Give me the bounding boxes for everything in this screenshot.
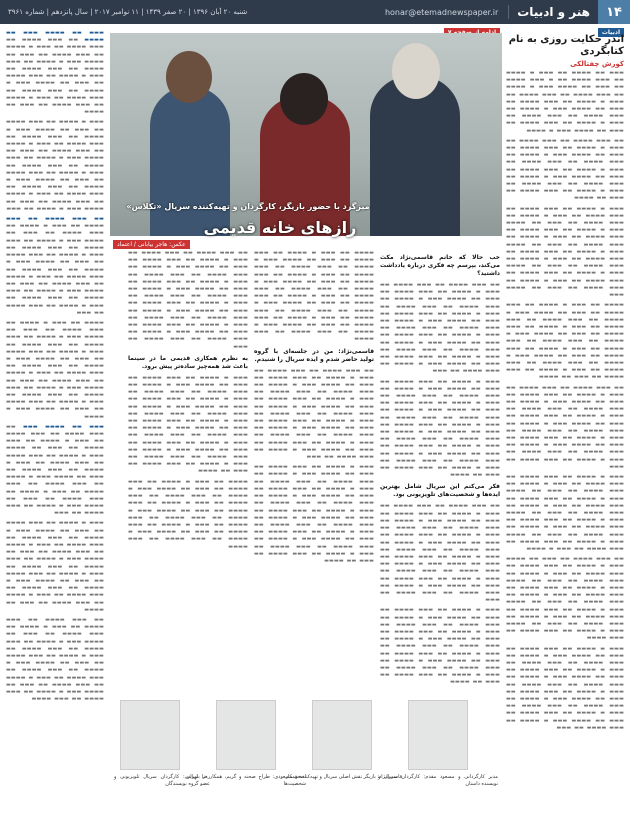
side-article-title: اندر حکایت روزی به نام کتابگردی — [508, 34, 624, 57]
side-article-body: ▬▬▬ ▬▬ ▬▬▬▬ ▬▬ ▬▬▬ ▬ ▬▬▬▬ ▬▬ ▬▬▬ ▬▬▬▬ ▬▬ ▬ ▬▬▬ ▬▬▬▬ ▬▬ ▬▬▬ ▬▬ ▬▬▬▬ ▬▬▬ ▬ ▬▬▬▬ ▬▬ ▬▬▬ ▬▬▬▬ ▬▬ ▬▬▬ ▬▬▬▬ ▬▬ ▬▬▬ ▬ ▬▬▬▬ ▬▬ ▬▬▬ ▬▬▬▬ ▬▬ ▬▬▬ ▬▬ ▬▬▬▬ ▬▬▬ ▬ ▬▬▬▬ ▬▬ ▬▬▬ ▬▬▬▬ ▬▬ ▬▬▬ ▬▬▬▬ ▬▬ ▬▬▬ ▬ ▬▬▬▬ ▬▬ ▬▬▬ ▬▬▬▬ ▬▬ ▬▬▬ ▬▬ ▬▬▬▬ ▬▬▬ ▬ ▬▬▬▬ ▬▬ ▬▬▬ ▬▬▬▬ ▬▬ ▬▬▬ ▬▬▬▬ ▬▬ ▬▬▬ ▬ ▬▬▬▬ ▬▬ ▬▬▬ ▬▬▬▬ ▬▬ ▬▬▬ ▬▬ ▬▬▬▬ ▬▬▬ ▬ ▬▬▬▬ ▬▬ ▬▬▬ ▬▬▬▬ ▬▬ ▬▬▬ ▬▬▬▬ ▬▬ ▬▬▬ ▬ ▬▬▬▬ ▬▬ ▬▬▬ ▬▬▬▬ ▬▬ ▬▬▬ ▬▬ ▬▬▬▬ ▬▬▬ ▬ ▬▬▬▬ ▬▬ ▬▬▬ ▬▬▬▬ ▬▬ ▬▬▬ ▬▬▬▬ ▬▬ ▬▬▬ ▬ ▬▬▬▬ ▬▬ ▬▬▬ ▬▬▬▬ ▬▬ ▬▬▬ ▬▬ ▬▬▬▬ ▬▬▬ ▬ ▬▬▬▬ ▬▬ ▬▬▬ ▬▬▬▬ ▬▬ ▬▬▬ ▬▬▬▬ ▬▬ ▬▬▬ ▬ ▬▬▬▬ ▬▬ ▬▬▬ ▬▬▬▬ ▬▬ ▬▬▬ ▬▬ ▬▬▬▬ ▬▬▬ ▬ ▬▬▬▬ ▬▬ ▬▬▬ ▬▬▬▬ ▬▬ ▬▬▬ ▬▬▬▬ ▬▬ ▬▬▬ ▬ ▬▬▬▬ ▬▬ ▬▬▬ ▬▬▬▬ ▬▬ ▬▬▬ ▬▬ ▬▬▬▬ ▬▬▬ ▬ ▬▬▬▬ ▬▬ ▬▬▬ ▬▬▬▬ ▬▬ ▬▬▬ ▬▬▬▬ ▬▬ ▬▬▬ ▬ ▬▬▬▬ ▬▬ ▬▬▬ ▬▬▬▬ ▬▬ ▬▬▬ ▬▬ ▬▬▬▬ ▬▬▬ ▬ ▬▬▬▬ ▬▬ ▬▬▬ ▬▬▬▬ ▬▬ ▬▬▬ ▬▬▬▬ ▬▬ ▬▬▬ ▬ ▬▬▬▬ ▬▬ ▬▬▬ ▬▬▬▬ ▬▬ ▬▬▬ ▬▬ ▬▬▬▬ ▬▬▬ ▬▬▬▬ ▬▬ ▬▬▬ ▬ ▬▬▬▬ ▬▬ ▬▬▬ ▬▬▬▬ ▬▬ ▬▬▬ ▬▬ ▬▬▬▬ ▬▬▬ ▬ ▬▬▬▬ ▬▬ ▬▬▬ ▬▬▬▬ ▬▬ ▬▬▬ ▬▬▬▬ ▬▬ ▬▬▬ ▬ ▬▬▬▬ ▬▬ ▬▬▬ ▬▬▬▬ ▬▬ ▬▬▬ ▬▬ ▬▬▬▬ ▬▬▬ ▬ ▬▬▬▬ ▬▬ ▬▬▬ ▬▬▬▬ ▬▬ ▬▬▬ ▬▬▬▬ ▬▬ ▬▬▬ ▬ ▬▬▬▬ ▬▬ ▬▬▬ ▬▬▬▬ ▬▬ ▬▬▬ ▬▬ ▬▬▬▬ ▬▬▬ ▬ ▬▬▬▬ ▬▬ ▬▬▬ ▬▬▬▬ ▬▬ ▬▬▬ ▬▬▬▬ ▬▬ ▬▬▬ ▬ ▬▬▬▬ ▬▬ ▬▬▬ ▬▬▬▬ ▬▬ ▬▬▬ ▬▬ ▬▬▬▬ ▬▬ ▬▬▬ ▬▬▬▬ ▬▬ ▬▬▬ ▬▬▬▬ ▬▬ ▬▬▬ ▬ ▬▬▬▬ ▬▬ ▬▬▬ ▬▬▬▬ ▬▬ ▬▬▬ ▬▬ ▬▬▬▬ ▬▬▬ ▬ ▬▬▬▬ ▬▬ ▬▬▬ ▬▬▬▬ ▬▬ ▬▬▬ ▬▬▬▬ ▬▬ ▬▬▬ ▬ ▬▬▬▬ ▬▬ ▬▬▬ ▬▬▬▬ ▬▬ ▬▬▬ ▬▬ ▬▬▬▬ ▬▬▬ ▬ ▬▬▬▬ ▬▬ ▬▬▬ ▬▬▬▬ ▬▬ ▬▬▬ ▬▬▬▬ ▬▬ ▬▬▬ ▬ ▬▬▬▬ ▬▬ ▬▬▬ ▬▬▬▬ ▬▬ ▬▬▬ ▬▬ ▬▬▬▬ ▬▬▬ ▬ ▬▬▬▬ ▬▬ ▬▬▬ ▬▬▬▬ ▬▬ ▬▬▬ ▬▬▬▬ ▬▬ ▬▬▬ ▬ ▬▬▬▬ ▬▬ ▬▬▬ ▬▬▬▬ ▬▬ ▬▬▬ ▬▬▬ ▬ ▬▬▬▬ ▬▬ ▬▬▬ ▬▬▬▬ ▬▬ ▬▬▬ ▬▬▬▬ ▬▬ ▬▬▬ ▬ ▬▬▬▬ ▬▬ ▬▬▬ ▬▬▬▬ ▬▬ ▬▬▬ ▬▬ ▬▬▬▬ ▬▬▬ ▬ ▬▬▬▬ ▬▬ ▬▬▬ ▬▬▬▬ ▬▬ ▬▬▬ ▬▬▬▬ ▬▬ ▬▬▬ ▬ ▬▬▬▬ ▬▬ ▬▬▬ ▬▬▬▬ ▬▬ ▬▬▬ ▬▬ ▬▬▬▬ ▬▬▬ ▬ ▬▬▬▬ ▬▬ ▬▬▬ ▬▬▬▬ ▬▬ ▬▬▬ ▬▬▬▬ ▬▬ ▬▬▬ ▬ ▬▬▬▬ ▬▬ ▬▬▬ ▬▬▬▬ ▬▬ ▬▬▬ ▬▬ ▬▬▬▬ ▬▬▬ ▬ ▬▬▬▬ ▬▬ ▬▬▬ ▬▬▬▬ ▬▬ ▬▬▬ ▬▬▬▬ ▬▬ ▬▬▬ ▬ ▬▬▬▬ ▬▬ ▬▬▬ ▬▬▬▬ ▬▬ ▬▬▬ ▬▬ ▬▬▬▬ ▬▬▬ ▬ ▬▬▬▬ ▬▬ ▬▬▬ ▬▬▬▬ ▬▬ ▬▬▬ ▬▬▬▬ ▬▬ ▬▬▬ ▬ ▬▬▬▬ ▬▬ ▬▬▬ ▬▬▬▬ ▬▬ ▬▬▬ ▬▬ ▬▬▬▬ ▬▬▬ ▬ ▬▬▬▬ ▬▬ ▬▬▬ ▬▬▬▬ ▬▬ ▬▬▬ ▬▬▬▬ ▬▬ ▬▬▬ ▬ ▬▬▬▬ ▬▬ ▬▬▬ ▬▬▬▬ ▬▬ ▬▬▬ ▬▬ ▬▬▬▬ ▬▬▬ ▬ ▬▬▬▬ ▬▬ ▬▬▬ ▬▬▬▬ ▬▬ ▬▬▬ ▬▬▬▬ ▬▬ ▬▬▬ ▬ ▬▬▬▬ ▬▬ ▬▬▬ ▬▬▬▬ ▬▬ ▬▬▬ ▬▬ ▬▬▬▬ ▬▬▬ ▬ ▬▬▬▬ ▬▬ ▬▬▬ ▬▬▬▬ ▬▬ ▬▬▬ ▬▬▬▬ ▬▬▬ ▬ ▬▬▬▬ ▬▬ ▬▬▬ ▬▬▬▬ ▬▬ ▬▬▬ ▬▬ ▬▬▬▬ ▬▬▬ ▬ ▬▬▬▬ ▬▬ ▬▬▬ ▬▬▬▬ ▬▬ ▬▬▬ ▬▬▬▬ ▬▬ ▬▬▬ ▬ ▬▬▬▬ ▬▬ ▬▬▬ ▬▬▬▬ ▬▬ ▬▬▬ ▬▬ ▬▬▬▬ ▬▬▬ ▬ ▬▬▬▬ ▬▬ ▬▬▬ ▬▬▬▬ ▬▬ ▬▬▬ ▬▬▬▬ ▬▬ ▬▬▬ ▬ ▬▬▬▬ ▬▬ ▬▬▬ ▬▬▬▬ ▬▬ ▬▬▬ ▬▬ ▬▬▬▬ ▬▬▬ ▬ ▬▬▬▬ ▬▬ ▬▬▬ ▬▬▬▬ ▬▬ ▬▬▬ ▬▬▬▬ ▬▬ ▬▬▬ ▬ ▬▬▬▬ ▬▬ ▬▬▬ ▬▬▬▬ ▬▬ ▬▬▬ ▬▬ ▬▬▬▬ ▬▬▬ ▬ ▬▬▬▬ ▬▬ ▬▬▬ ▬▬▬▬ ▬▬ ▬▬▬ — [506, 70, 624, 731]
thumb-caption-4: رضا تهرانی: کارگردان سریال تلویزیونی و عضو گروه نویسندگان — [114, 774, 210, 787]
page-number: ۱۴ — [598, 0, 630, 24]
thumb-caption-1: مدیر کارگردانی و مسعود مقدم: کارگردان سریال و نویسنده داستان — [378, 774, 498, 787]
person-left — [150, 86, 230, 236]
thumb-photo-3 — [216, 700, 276, 770]
photo-credit: عکس: هاجر بیابانی / اعتماد — [113, 240, 190, 249]
section-email: honar@etemadnewspaper.ir — [384, 7, 499, 17]
section-title: هنر و ادبیات — [508, 5, 598, 19]
side-article-heading — [506, 34, 624, 68]
page-header — [0, 0, 630, 24]
thumb-caption-3: اصغر مسعودی: طراح صحنه و گریم، همکار در بازیابی شخصیت‌ها — [186, 774, 306, 787]
thumb-photo-2 — [312, 700, 372, 770]
quote-3: قاسمی‌نژاد: من در جلسه‌ای با گروه تولید حاضر شدم و ایده سریال را شنیدم. — [254, 347, 374, 363]
thumb-photo-4 — [120, 700, 180, 770]
photo-title: رازهای خانه قدیمی — [203, 218, 357, 237]
category-tag: ادبیات — [598, 28, 624, 37]
thumb-photo-1 — [408, 700, 468, 770]
person-middle-head — [280, 73, 328, 125]
thumbnail-strip — [110, 700, 502, 815]
main-column-3: ▬▬ ▬▬▬ ▬▬▬▬ ▬▬ ▬▬▬ ▬▬▬▬ ▬▬ ▬▬▬ ▬ ▬▬▬▬ ▬▬ ▬▬▬ ▬▬▬▬ ▬▬ ▬▬▬ ▬▬ ▬▬▬▬ ▬▬▬ ▬ ▬▬▬▬ ▬▬ ▬▬▬ ▬▬▬▬ ▬▬ ▬▬▬ ▬▬▬▬ ▬▬ ▬▬▬ ▬ ▬▬▬▬ ▬▬ ▬▬▬ ▬▬▬▬ ▬▬ ▬▬▬ ▬▬ ▬▬▬▬ ▬▬▬ ▬ ▬▬▬▬ ▬▬ ▬▬▬ ▬▬▬▬ ▬▬ ▬▬▬ ▬▬▬▬ ▬▬ ▬▬▬ ▬ ▬▬▬▬ ▬▬ ▬▬▬ ▬▬▬▬ ▬▬ ▬▬▬ ▬▬ ▬▬▬▬ ▬▬▬ ▬ ▬▬▬▬ ▬▬ ▬▬▬ ▬▬▬▬ ▬▬ ▬▬▬ ▬▬▬▬ ▬▬ ▬▬▬ ▬ ▬▬▬▬ ▬▬ ▬▬▬ ▬▬▬▬ ▬▬ ▬▬▬ ▬▬ ▬▬▬▬ ▬▬▬ ▬ ▬▬▬▬ ▬▬ ▬▬▬ ▬▬▬▬ ▬▬ ▬▬▬ ▬▬▬▬ ▬▬ ▬▬▬ به نظرم همکاری قدیمی ما در سینما باعث شد همه‌چیز ساده‌تر پیش برود. ▬▬▬ ▬ ▬▬▬▬ ▬▬ ▬▬▬ ▬▬▬▬ ▬▬ ▬▬▬ ▬▬ ▬▬▬▬ ▬▬▬ ▬ ▬▬▬▬ ▬▬ ▬▬▬ ▬▬▬▬ ▬▬ ▬▬▬ ▬▬▬▬ ▬▬ ▬▬▬ ▬ ▬▬▬▬ ▬▬ ▬▬▬ ▬▬▬▬ ▬▬ ▬▬▬ ▬▬ ▬▬▬▬ ▬▬▬ ▬ ▬▬▬▬ ▬▬ ▬▬▬ ▬▬▬▬ ▬▬ ▬▬▬ ▬▬▬▬ ▬▬ ▬▬▬ ▬ ▬▬▬▬ ▬▬ ▬▬▬ ▬▬▬▬ ▬▬ ▬▬▬ ▬▬ ▬▬▬▬ ▬▬▬ ▬ ▬▬▬▬ ▬▬ ▬▬▬ ▬▬▬▬ ▬▬ ▬▬▬ ▬▬▬▬ ▬▬ ▬▬▬ ▬ ▬▬▬▬ ▬▬ ▬▬▬ ▬▬▬▬ ▬▬ ▬▬▬ ▬▬ ▬▬▬▬ ▬▬▬ ▬ ▬▬▬▬ ▬▬ ▬▬▬ ▬▬▬▬ ▬▬ ▬▬▬ ▬▬▬▬ ▬▬ ▬▬▬ ▬ ▬▬▬▬ ▬▬ ▬▬▬ ▬▬▬▬ ▬▬ ▬▬▬ ▬▬ ▬▬▬▬ ▬▬▬▬ ▬▬ ▬▬▬ ▬ ▬▬▬▬ ▬▬ ▬▬▬ ▬▬▬▬ ▬▬ ▬▬▬ ▬▬ ▬▬▬▬ ▬▬▬ ▬ ▬▬▬▬ ▬▬ ▬▬▬ ▬▬▬▬ ▬▬ ▬▬▬ ▬▬▬▬ ▬▬ ▬▬▬ ▬ ▬▬▬▬ ▬▬ ▬▬▬ ▬▬▬▬ ▬▬ ▬▬▬ ▬▬ ▬▬▬▬ ▬▬▬ ▬ ▬▬▬▬ ▬▬ ▬▬▬ ▬▬▬▬ ▬▬ ▬▬▬ ▬▬▬▬ ▬▬ ▬▬▬ ▬ ▬▬▬▬ ▬▬ ▬▬▬ ▬▬▬▬ ▬▬ ▬▬▬ ▬▬ ▬▬▬▬ ▬▬▬ ▬ ▬▬▬▬ ▬▬ ▬▬▬ ▬▬▬▬ ▬▬ ▬▬▬ ▬▬▬▬ — [128, 250, 248, 550]
person-right-head — [392, 43, 440, 99]
dateline: شنبه ۲۰ آبان ۱۳۹۶ | ۲۰ صفر ۱۴۳۹ | ۱۱ نوامبر ۲۰۱۷ | سال پانزدهم | شماره ۳۹۶۱ — [8, 8, 248, 16]
person-left-head — [166, 51, 212, 103]
left-column: ▬▬▬ ▬▬ ▬▬▬▬ ▬▬▬ ▬▬ ▬▬▬▬ ▬▬ ▬▬▬ ▬▬▬▬ ▬▬ ▬▬▬ ▬▬▬▬ ▬▬ ▬▬▬ ▬ ▬▬▬▬ ▬▬ ▬▬▬ ▬▬▬▬ ▬▬ ▬▬▬ ▬▬ ▬▬▬▬ ▬▬▬ ▬ ▬▬▬▬ ▬▬ ▬▬▬ ▬▬▬▬ ▬▬ ▬▬▬ ▬▬▬▬ ▬▬ ▬▬▬ ▬ ▬▬▬▬ ▬▬ ▬▬▬ ▬▬▬▬ ▬▬ ▬▬▬ ▬▬ ▬▬▬▬ ▬▬▬ ▬ ▬▬▬▬ ▬▬ ▬▬▬ ▬▬▬▬ ▬▬ ▬▬▬ ▬▬▬▬ ▬▬ ▬▬▬ ▬ ▬▬▬▬ ▬▬ ▬▬▬ ▬▬▬▬ ▬▬ ▬▬▬ ▬▬ ▬▬▬▬ ▬▬▬ ▬ ▬▬▬▬ ▬▬ ▬▬▬ ▬▬▬▬ ▬▬ ▬▬▬ ▬▬ ▬▬▬▬ ▬▬▬ ▬ ▬▬▬▬ ▬▬ ▬▬▬ ▬▬▬▬ ▬▬ ▬▬▬ ▬▬▬▬ ▬▬ ▬▬▬ ▬ ▬▬▬▬ ▬▬ ▬▬▬ ▬▬▬▬ ▬▬ ▬▬▬ ▬▬ ▬▬▬▬ ▬▬▬ ▬ ▬▬▬▬ ▬▬ ▬▬▬ ▬▬▬▬ ▬▬ ▬▬▬ ▬▬▬▬ ▬▬ ▬▬▬ ▬ ▬▬▬▬ ▬▬ ▬▬▬ ▬▬▬▬ ▬▬ ▬▬▬ ▬▬ ▬▬▬▬ ▬▬▬ ▬ ▬▬▬▬ ▬▬ ▬▬▬ ▬▬▬▬ ▬▬ ▬▬▬ ▬▬▬▬ ▬▬ ▬▬▬ ▬ ▬▬▬▬ ▬▬ ▬▬▬ ▬▬▬▬ ▬▬ ▬▬▬ ▬▬ ▬▬▬▬ ▬▬▬ ▬ ▬▬▬▬ ▬▬ ▬▬▬ ▬▬ ▬▬▬ ▬▬▬▬ ▬▬ ▬▬▬ ▬▬▬▬ ▬▬ ▬▬▬ ▬ ▬▬▬▬ ▬▬ ▬▬▬ ▬▬▬▬ ▬▬ ▬▬▬ ▬▬ ▬▬▬▬ ▬▬▬ ▬ ▬▬▬▬ ▬▬ ▬▬▬ ▬▬▬▬ ▬▬ ▬▬▬ ▬▬▬▬ ▬▬ ▬▬▬ ▬ ▬▬▬▬ ▬▬ ▬▬▬ ▬▬▬▬ ▬▬ ▬▬▬ ▬▬ ▬▬▬▬ ▬▬▬ ▬ ▬▬▬▬ ▬▬ ▬▬▬ ▬▬▬▬ ▬▬ ▬▬▬ ▬▬▬▬ ▬▬ ▬▬▬ ▬ ▬▬▬▬ ▬▬ ▬▬▬ ▬▬▬▬ ▬▬ ▬▬▬ ▬▬ ▬▬▬▬ ▬▬▬ ▬ ▬▬▬▬ ▬▬ ▬▬▬ ▬▬▬▬ ▬▬ ▬▬▬ ▬▬▬▬ ▬▬ ▬▬▬ ▬ ▬▬▬▬ ▬▬ ▬▬▬ ▬▬▬▬ ▬▬ ▬▬▬ ▬▬▬▬ ▬▬ ▬▬▬ ▬ ▬▬▬▬ ▬▬ ▬▬▬ ▬▬▬▬ ▬▬ ▬▬▬ ▬▬ ▬▬▬▬ ▬▬▬ ▬ ▬▬▬▬ ▬▬ ▬▬▬ ▬▬▬▬ ▬▬ ▬▬▬ ▬▬▬▬ ▬▬ ▬▬▬ ▬ ▬▬▬▬ ▬▬ ▬▬▬ ▬▬▬▬ ▬▬ ▬▬▬ ▬▬ ▬▬▬▬ ▬▬▬ ▬ ▬▬▬▬ ▬▬ ▬▬▬ ▬▬▬▬ ▬▬ ▬▬▬ ▬▬▬▬ ▬▬ ▬▬▬ ▬ ▬▬▬▬ ▬▬ ▬▬▬ ▬▬▬▬ ▬▬ ▬▬▬ ▬▬ ▬▬▬▬ ▬▬▬ ▬ ▬▬▬▬ ▬▬ ▬▬▬ ▬▬▬▬ ▬▬ ▬▬▬ ▬▬▬▬ ▬▬ ▬▬▬ ▬ ▬▬▬▬ ▬▬ ▬▬▬ ▬▬▬▬ ▬▬ ▬▬▬ ▬▬ ▬▬▬▬ ▬▬▬ ▬ ▬▬▬▬ ▬▬▬ ▬▬ ▬▬▬▬ ▬▬▬ ▬▬ ▬▬▬ ▬▬▬▬ ▬▬ ▬▬▬ ▬▬▬▬ ▬▬ ▬▬▬ ▬ ▬▬▬▬ ▬▬ ▬▬▬ ▬▬▬▬ ▬▬ ▬▬▬ ▬▬ ▬▬▬▬ ▬▬▬ ▬ ▬▬▬▬ ▬▬ ▬▬▬ ▬▬▬▬ ▬▬ ▬▬▬ ▬▬▬▬ ▬▬ ▬▬▬ ▬ ▬▬▬▬ ▬▬ ▬▬▬ ▬▬▬▬ ▬▬ ▬▬▬ ▬▬ ▬▬▬▬ ▬▬▬ ▬ ▬▬▬▬ ▬▬ ▬▬▬ ▬▬▬▬ ▬▬ ▬▬▬ ▬▬▬▬ ▬▬ ▬▬▬ ▬ ▬▬▬▬ ▬▬ ▬▬▬ ▬▬▬▬ ▬▬ ▬▬▬ ▬▬ ▬▬▬▬ ▬▬▬ ▬ ▬▬▬▬ ▬▬ ▬▬▬ ▬▬▬▬ ▬▬ ▬▬▬ ▬▬▬ ▬ ▬▬▬▬ ▬▬ ▬▬▬ ▬▬▬▬ ▬▬ ▬▬▬ ▬▬ ▬▬▬▬ ▬▬▬ ▬ ▬▬▬▬ ▬▬ ▬▬▬ ▬▬▬▬ ▬▬ ▬▬▬ ▬▬▬▬ ▬▬ ▬▬▬ ▬ ▬▬▬▬ ▬▬ ▬▬▬ ▬▬▬▬ ▬▬ ▬▬▬ ▬▬ ▬▬▬▬ ▬▬▬ ▬ ▬▬▬▬ ▬▬ ▬▬▬ ▬▬▬▬ ▬▬ ▬▬▬ ▬▬▬▬ ▬▬ ▬▬▬ ▬ ▬▬▬▬ ▬▬ ▬▬▬ ▬▬▬▬ ▬▬ ▬▬▬ ▬▬ ▬▬▬▬ ▬▬▬ ▬ ▬▬▬▬ ▬▬ ▬▬▬ ▬▬▬▬ ▬▬ ▬▬▬ ▬▬▬▬ ▬▬ ▬▬▬ ▬ ▬▬▬▬ ▬▬ ▬▬▬ ▬▬▬▬ ▬▬ ▬▬▬ ▬▬ ▬▬▬▬ ▬▬ ▬▬▬ ▬▬▬▬ ▬▬ ▬▬▬ ▬▬▬▬ ▬▬ ▬▬▬ ▬ ▬▬▬▬ ▬▬ ▬▬▬ ▬▬▬▬ ▬▬ ▬▬▬ ▬▬ ▬▬▬▬ ▬▬▬ ▬ ▬▬▬▬ ▬▬ ▬▬▬ ▬▬▬▬ ▬▬ ▬▬▬ ▬▬▬▬ ▬▬ ▬▬▬ ▬ ▬▬▬▬ ▬▬ ▬▬▬ ▬▬▬▬ ▬▬ ▬▬▬ ▬▬ ▬▬▬▬ ▬▬▬ ▬ ▬▬▬▬ ▬▬ ▬▬▬ ▬▬▬▬ ▬▬ ▬▬▬ ▬▬▬▬ ▬▬ ▬▬▬ ▬ ▬▬▬▬ ▬▬ ▬▬▬ ▬▬▬▬ ▬▬ ▬▬▬ ▬▬ ▬▬▬▬ ▬▬▬ ▬ ▬▬▬▬ ▬▬ ▬▬▬ ▬▬▬▬ ▬▬ ▬▬▬ ▬▬▬▬ — [6, 30, 104, 703]
thumb-caption-2: قاسمی‌نژاد: بازیگر نقش اصلی سریال و تهیه‌کننده همکار — [285, 774, 402, 780]
main-column-1: خب حالا که خانم قاسمی‌نژاد مکث می‌کند، بپرسم چه فکری درباره یادداشت داشتید؟ ▬▬ ▬▬▬ ▬▬▬▬ ▬▬ ▬▬▬ ▬▬▬▬ ▬▬ ▬▬▬ ▬ ▬▬▬▬ ▬▬ ▬▬▬ ▬▬▬▬ ▬▬ ▬▬▬ ▬▬ ▬▬▬▬ ▬▬▬ ▬ ▬▬▬▬ ▬▬ ▬▬▬ ▬▬▬▬ ▬▬ ▬▬▬ ▬▬▬▬ ▬▬ ▬▬▬ ▬ ▬▬▬▬ ▬▬ ▬▬▬ ▬▬▬▬ ▬▬ ▬▬▬ ▬▬ ▬▬▬▬ ▬▬▬ ▬ ▬▬▬▬ ▬▬ ▬▬▬ ▬▬▬▬ ▬▬ ▬▬▬ ▬▬▬▬ ▬▬ ▬▬▬ ▬ ▬▬▬▬ ▬▬ ▬▬▬ ▬▬▬▬ ▬▬ ▬▬▬ ▬▬ ▬▬▬▬ ▬▬▬ ▬ ▬▬▬▬ ▬▬ ▬▬▬ ▬▬▬▬ ▬▬ ▬▬▬ ▬▬▬▬ ▬▬ ▬▬▬ ▬ ▬▬▬▬ ▬▬ ▬▬▬ ▬▬▬▬ ▬▬ ▬▬▬ ▬▬ ▬▬▬▬ ▬▬▬ ▬ ▬▬▬▬ ▬▬ ▬▬▬ ▬▬▬▬ ▬▬ ▬▬▬ ▬▬▬ ▬ ▬▬▬▬ ▬▬ ▬▬▬ ▬▬▬▬ ▬▬ ▬▬▬ ▬▬ ▬▬▬▬ ▬▬▬ ▬ ▬▬▬▬ ▬▬ ▬▬▬ ▬▬▬▬ ▬▬ ▬▬▬ ▬▬▬▬ ▬▬ ▬▬▬ ▬ ▬▬▬▬ ▬▬ ▬▬▬ ▬▬▬▬ ▬▬ ▬▬▬ ▬▬ ▬▬▬▬ ▬▬▬ ▬ ▬▬▬▬ ▬▬ ▬▬▬ ▬▬▬▬ ▬▬ ▬▬▬ ▬▬▬▬ ▬▬ ▬▬▬ ▬ ▬▬▬▬ ▬▬ ▬▬▬ ▬▬▬▬ ▬▬ ▬▬▬ ▬▬ ▬▬▬▬ ▬▬▬ ▬ ▬▬▬▬ ▬▬ ▬▬▬ ▬▬▬▬ ▬▬ ▬▬▬ ▬▬▬▬ ▬▬ ▬▬▬ ▬ ▬▬▬▬ ▬▬ ▬▬▬ ▬▬▬▬ ▬▬ ▬▬▬ ▬▬ ▬▬▬▬ ▬▬▬ ▬ ▬▬▬▬ ▬▬ ▬▬▬ ▬▬▬▬ ▬▬ ▬▬▬ ▬▬▬▬ ▬▬ ▬▬▬ ▬ ▬▬▬▬ ▬▬ ▬▬▬ ▬▬▬▬ ▬▬ ▬▬▬ ▬▬ ▬▬▬▬ فکر می‌کنم این سریال شامل بهترین ایده‌ها و شخصیت‌های تلویزیونی بود. ▬▬ ▬▬▬ ▬▬▬▬ ▬▬ ▬▬▬ ▬▬▬▬ ▬▬ ▬▬▬ ▬ ▬▬▬▬ ▬▬ ▬▬▬ ▬▬▬▬ ▬▬ ▬▬▬ ▬▬ ▬▬▬▬ ▬▬▬ ▬ ▬▬▬▬ ▬▬ ▬▬▬ ▬▬▬▬ ▬▬ ▬▬▬ ▬▬▬▬ ▬▬ ▬▬▬ ▬ ▬▬▬▬ ▬▬ ▬▬▬ ▬▬▬▬ ▬▬ ▬▬▬ ▬▬ ▬▬▬▬ ▬▬▬ ▬ ▬▬▬▬ ▬▬ ▬▬▬ ▬▬▬▬ ▬▬ ▬▬▬ ▬▬▬▬ ▬▬ ▬▬▬ ▬ ▬▬▬▬ ▬▬ ▬▬▬ ▬▬▬▬ ▬▬ ▬▬▬ ▬▬ ▬▬▬▬ ▬▬▬ ▬ ▬▬▬▬ ▬▬ ▬▬▬ ▬▬▬▬ ▬▬ ▬▬▬ ▬▬▬▬ ▬▬ ▬▬▬ ▬ ▬▬▬▬ ▬▬ ▬▬▬ ▬▬▬▬ ▬▬ ▬▬▬ ▬▬ ▬▬▬▬ ▬▬▬ ▬ ▬▬▬▬ ▬▬ ▬▬▬ ▬▬▬▬ ▬▬ ▬▬▬ ▬▬▬▬ ▬▬ ▬▬▬ ▬▬▬ ▬ ▬▬▬▬ ▬▬ ▬▬▬ ▬▬▬▬ ▬▬ ▬▬▬ ▬▬ ▬▬▬▬ ▬▬▬ ▬ ▬▬▬▬ ▬▬ ▬▬▬ ▬▬▬▬ ▬▬ ▬▬▬ ▬▬▬▬ ▬▬ ▬▬▬ ▬ ▬▬▬▬ ▬▬ ▬▬▬ ▬▬▬▬ ▬▬ ▬▬▬ ▬▬ ▬▬▬▬ ▬▬▬ ▬ ▬▬▬▬ ▬▬ ▬▬▬ ▬▬▬▬ ▬▬ ▬▬▬ ▬▬▬▬ ▬▬ ▬▬▬ ▬ ▬▬▬▬ ▬▬ ▬▬▬ ▬▬▬▬ ▬▬ ▬▬▬ ▬▬ ▬▬▬▬ ▬▬▬ ▬ ▬▬▬▬ ▬▬ ▬▬▬ ▬▬▬▬ ▬▬ ▬▬▬ ▬▬▬▬ ▬▬ ▬▬▬ ▬ ▬▬▬▬ ▬▬ ▬▬▬ ▬▬▬▬ ▬▬ ▬▬▬ ▬▬ ▬▬▬▬ — [380, 254, 500, 686]
side-article-byline: کورش چفتالکی — [570, 60, 624, 68]
quote-1: خب حالا که خانم قاسمی‌نژاد مکث می‌کند، بپرسم چه فکری درباره یادداشت داشتید؟ — [380, 254, 500, 277]
quote-4: به نظرم همکاری قدیمی ما در سینما باعث شد همه‌چیز ساده‌تر پیش برود. — [128, 354, 248, 370]
quote-2: فکر می‌کنم این سریال شامل بهترین ایده‌ها و شخصیت‌های تلویزیونی بود. — [380, 483, 500, 499]
photo-caption: میزگرد با حضور بازیگر، کارگردان و تهیه‌کننده سریال «تکلاس» — [126, 202, 370, 211]
person-right — [370, 76, 460, 236]
main-column-2: ▬▬▬▬ ▬▬ ▬▬▬ ▬ ▬▬▬▬ ▬▬ ▬▬▬ ▬▬▬▬ ▬▬ ▬▬▬ ▬▬ ▬▬▬▬ ▬▬▬ ▬ ▬▬▬▬ ▬▬ ▬▬▬ ▬▬▬▬ ▬▬ ▬▬▬ ▬▬▬▬ ▬▬ ▬▬▬ ▬ ▬▬▬▬ ▬▬ ▬▬▬ ▬▬▬▬ ▬▬ ▬▬▬ ▬▬ ▬▬▬▬ ▬▬▬ ▬ ▬▬▬▬ ▬▬ ▬▬▬ ▬▬▬▬ ▬▬ ▬▬▬ ▬▬▬▬ ▬▬ ▬▬▬ ▬ ▬▬▬▬ ▬▬ ▬▬▬ ▬▬▬▬ ▬▬ ▬▬▬ ▬▬ ▬▬▬▬ ▬▬▬ ▬ ▬▬▬▬ ▬▬ ▬▬▬ ▬▬▬▬ ▬▬ ▬▬▬ ▬▬▬▬ ▬▬ ▬▬▬ ▬ ▬▬▬▬ ▬▬ ▬▬▬ ▬▬▬▬ ▬▬ ▬▬▬ ▬▬ ▬▬▬▬ ▬▬▬ ▬ ▬▬▬▬ ▬▬ ▬▬▬ ▬▬▬▬ ▬▬ ▬▬▬ ▬▬▬▬ قاسمی‌نژاد: من در جلسه‌ای با گروه تولید حاضر شدم و ایده سریال را شنیدم. ▬▬ ▬▬▬ ▬▬▬▬ ▬▬ ▬▬▬ ▬▬▬▬ ▬▬ ▬▬▬ ▬ ▬▬▬▬ ▬▬ ▬▬▬ ▬▬▬▬ ▬▬ ▬▬▬ ▬▬ ▬▬▬▬ ▬▬▬ ▬ ▬▬▬▬ ▬▬ ▬▬▬ ▬▬▬▬ ▬▬ ▬▬▬ ▬▬▬▬ ▬▬ ▬▬▬ ▬ ▬▬▬▬ ▬▬ ▬▬▬ ▬▬▬▬ ▬▬ ▬▬▬ ▬▬ ▬▬▬▬ ▬▬▬ ▬ ▬▬▬▬ ▬▬ ▬▬▬ ▬▬▬▬ ▬▬ ▬▬▬ ▬▬▬▬ ▬▬ ▬▬▬ ▬ ▬▬▬▬ ▬▬ ▬▬▬ ▬▬▬▬ ▬▬ ▬▬▬ ▬▬ ▬▬▬▬ ▬▬▬ ▬ ▬▬▬▬ ▬▬ ▬▬▬ ▬▬▬▬ ▬▬ ▬▬▬ ▬▬▬▬ ▬▬ ▬▬▬ ▬ ▬▬▬▬ ▬▬ ▬▬▬ ▬▬▬▬ ▬▬ ▬▬▬ ▬▬ ▬▬▬▬ ▬▬▬ ▬ ▬▬▬▬ ▬▬ ▬▬▬ ▬▬▬▬ ▬▬ ▬▬▬ ▬▬▬ ▬ ▬▬▬▬ ▬▬ ▬▬▬ ▬▬▬▬ ▬▬ ▬▬▬ ▬▬ ▬▬▬▬ ▬▬▬ ▬ ▬▬▬▬ ▬▬ ▬▬▬ ▬▬▬▬ ▬▬ ▬▬▬ ▬▬▬▬ ▬▬ ▬▬▬ ▬ ▬▬▬▬ ▬▬ ▬▬▬ ▬▬▬▬ ▬▬ ▬▬▬ ▬▬ ▬▬▬▬ ▬▬▬ ▬ ▬▬▬▬ ▬▬ ▬▬▬ ▬▬▬▬ ▬▬ ▬▬▬ ▬▬▬▬ ▬▬ ▬▬▬ ▬ ▬▬▬▬ ▬▬ ▬▬▬ ▬▬▬▬ ▬▬ ▬▬▬ ▬▬ ▬▬▬▬ ▬▬▬ ▬ ▬▬▬▬ ▬▬ ▬▬▬ ▬▬▬▬ ▬▬ ▬▬▬ ▬▬▬▬ ▬▬ ▬▬▬ ▬ ▬▬▬▬ ▬▬ ▬▬▬ ▬▬▬▬ ▬▬ ▬▬▬ ▬▬ ▬▬▬▬ ▬▬▬ ▬ ▬▬▬▬ ▬▬ ▬▬▬ ▬▬▬▬ ▬▬ ▬▬▬ ▬▬▬▬ ▬▬ ▬▬▬ ▬ ▬▬▬▬ ▬▬ ▬▬▬ ▬▬▬▬ ▬▬ ▬▬▬ ▬▬ ▬▬▬▬ — [254, 250, 374, 564]
